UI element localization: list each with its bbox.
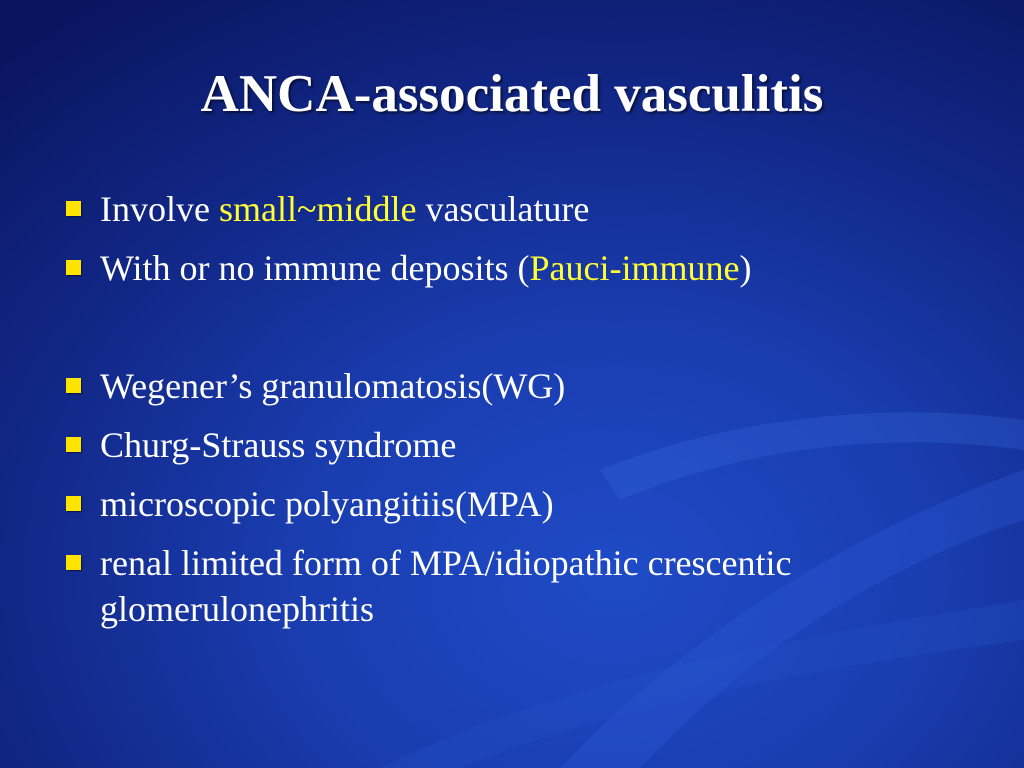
bullet-highlight: small~middle <box>218 189 417 229</box>
bullet-list <box>60 186 980 645</box>
bullet-text: renal limited form of MPA/idiopathic crescentic glomerulonephritis <box>100 543 792 629</box>
bullet-item <box>60 245 980 291</box>
bullet-item <box>60 363 980 409</box>
square-bullet-icon <box>66 555 81 570</box>
square-bullet-icon <box>66 378 81 393</box>
square-bullet-icon <box>66 437 81 452</box>
bullet-text: ) <box>739 248 752 288</box>
bullet-text: Wegener’s granulomatosis(WG) <box>100 366 566 406</box>
bullet-item <box>60 481 980 527</box>
bullet-text: With or no immune deposits ( <box>100 248 530 288</box>
square-bullet-icon <box>66 260 81 275</box>
bullet-item <box>60 186 980 232</box>
bullet-text: Involve <box>100 189 219 229</box>
bullet-highlight: Pauci-immune <box>529 248 740 288</box>
square-bullet-icon <box>66 496 81 511</box>
slide-title: ANCA-associated vasculitis <box>200 65 824 123</box>
bullet-text: Churg-Strauss syndrome <box>100 425 457 465</box>
square-bullet-icon <box>66 201 81 216</box>
bullet-item <box>60 422 980 468</box>
bullet-item <box>60 540 980 632</box>
bullet-text: vasculature <box>416 189 590 229</box>
bullet-text: microscopic polyangitiis(MPA) <box>100 484 554 524</box>
